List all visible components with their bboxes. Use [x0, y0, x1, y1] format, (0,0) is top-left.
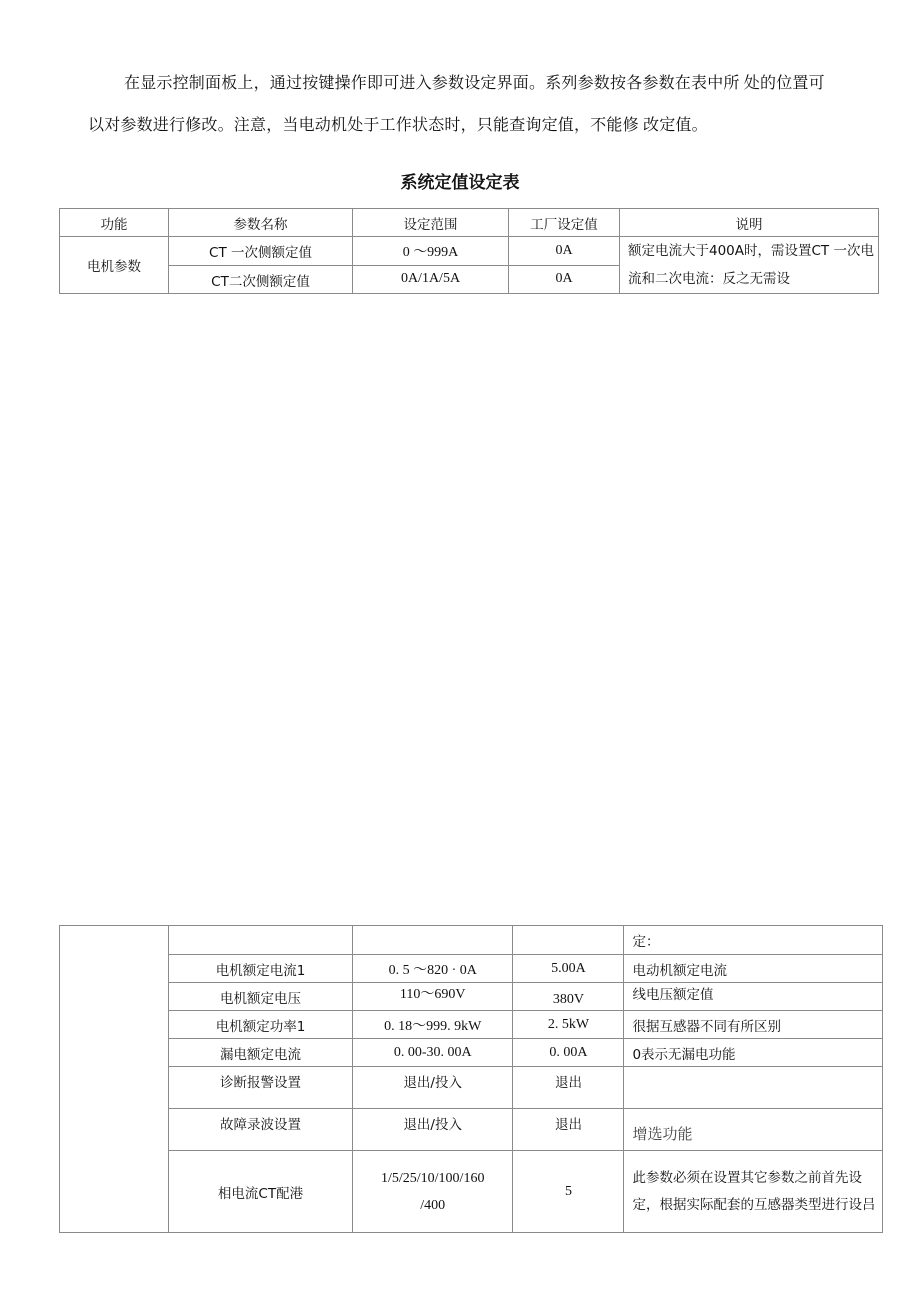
settings-table-continued: [59, 925, 883, 1233]
param-note: 额定电流大于400A时，需设置CT 一次电流和二次电流：反之无需设: [620, 237, 879, 294]
empty-cell: [513, 926, 624, 955]
param-default: 5: [513, 1151, 624, 1233]
param-name: 相电流CT配港: [169, 1151, 353, 1233]
param-range: 0. 5 ～820 · 0A: [353, 955, 513, 983]
param-name: 电机额定电流1: [169, 955, 353, 983]
header-param-name: 参数名称: [169, 209, 353, 237]
param-note: 电动机额定电流: [624, 955, 883, 983]
empty-cell: [169, 926, 353, 955]
intro-paragraph-line-1: [88, 63, 888, 104]
param-name: 漏电额定电流: [169, 1039, 353, 1067]
header-function: 功能: [60, 209, 169, 237]
settings-table-top: [59, 208, 879, 294]
intro-text-1: 在显示控制面板上，通过按键操作即可进入参数设定界面。系列参数按各参数在表中所 处的位置可: [124, 75, 825, 92]
param-default: 0A: [509, 265, 620, 294]
param-note: [624, 1067, 883, 1109]
param-range: 0A/1A/5A: [353, 265, 509, 294]
param-default: 退出: [513, 1067, 624, 1109]
intro-text-2: 以对参数进行修改。注意，当电动机处于工作状态时，只能查询定值，不能修 改定值。: [88, 117, 708, 134]
table-row: [60, 1067, 883, 1109]
table-row: [60, 1011, 883, 1039]
param-note: 定：: [624, 926, 883, 955]
param-range: 退出/投入: [353, 1067, 513, 1109]
param-name: 故障录波设置: [169, 1109, 353, 1151]
param-range: 退出/投入: [353, 1109, 513, 1151]
table-row: [60, 1039, 883, 1067]
table-row: [60, 237, 879, 266]
param-note: 此参数必须在设置其它参数之前首先设定，根据实际配套的互感器类型进行设吕: [624, 1151, 883, 1233]
param-range: 0. 18～999. 9kW: [353, 1011, 513, 1039]
table-row: [60, 1109, 883, 1151]
group-label: 电机参数: [60, 237, 169, 294]
param-name: CT二次侧额定值: [169, 265, 353, 294]
param-default: 5.00A: [513, 955, 624, 983]
table-row-continuation: [60, 926, 883, 955]
group-cell-empty: [60, 926, 169, 1233]
param-range: 110～690V: [353, 983, 513, 1011]
param-default: 2. 5kW: [513, 1011, 624, 1039]
empty-cell: [353, 926, 513, 955]
param-range: 1/5/25/10/100/160 /400: [353, 1151, 513, 1233]
intro-paragraph-line-2: [88, 105, 888, 146]
param-range: 0 ～999A: [353, 237, 509, 266]
table-title: 系统定值设定表: [400, 173, 520, 193]
param-default: 退出: [513, 1109, 624, 1151]
param-default: 0. 00A: [513, 1039, 624, 1067]
param-default: 380V: [513, 983, 624, 1011]
param-name: 电机额定功率1: [169, 1011, 353, 1039]
param-default: 0A: [509, 237, 620, 266]
table-row: [60, 1151, 883, 1233]
param-name: 电机额定电压: [169, 983, 353, 1011]
param-note: 线电压额定值: [624, 983, 883, 1011]
param-range: 0. 00-30. 00A: [353, 1039, 513, 1067]
param-note: 0表示无漏电功能: [624, 1039, 883, 1067]
table-header-row: [60, 209, 879, 237]
param-name: 诊断报警设置: [169, 1067, 353, 1109]
param-note: 很据互感器不同有所区别: [624, 1011, 883, 1039]
header-factory-default: 工厂设定值: [509, 209, 620, 237]
header-description: 说明: [620, 209, 879, 237]
table-row: [60, 955, 883, 983]
param-name: CT 一次侧额定值: [169, 237, 353, 266]
param-note: 增选功能: [624, 1109, 883, 1151]
table-row: [60, 983, 883, 1011]
header-range: 设定范围: [353, 209, 509, 237]
